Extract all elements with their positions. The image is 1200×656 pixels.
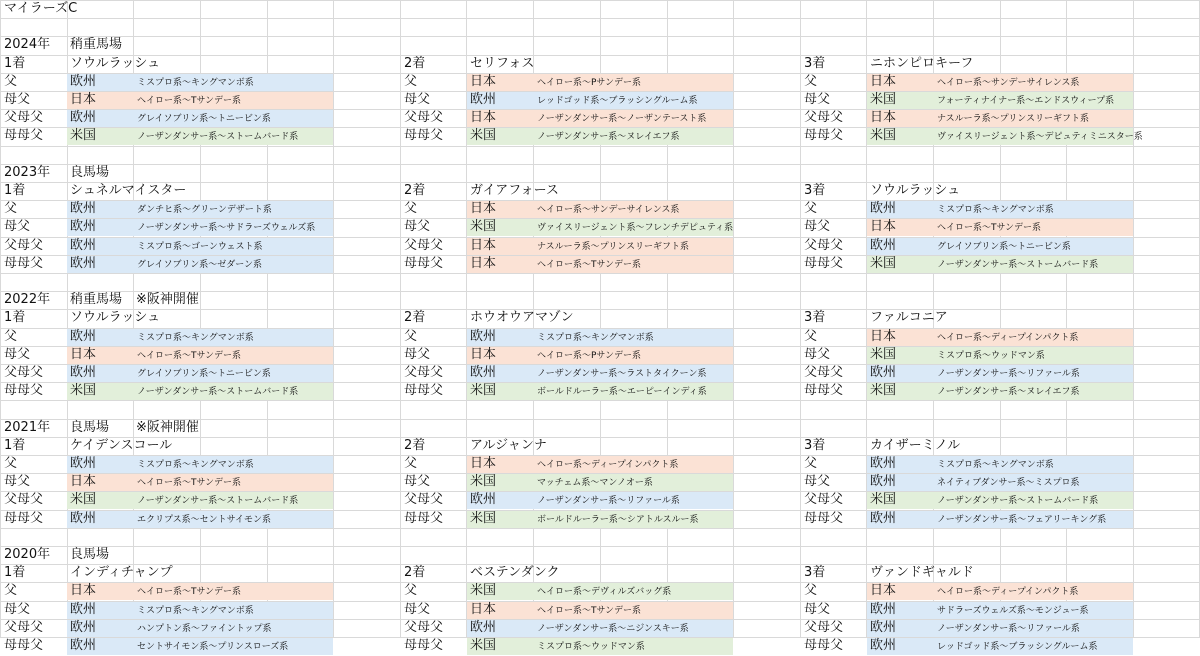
region-cell[interactable]: 欧州 bbox=[470, 492, 497, 508]
region-cell[interactable]: 米国 bbox=[70, 383, 97, 399]
pedigree-relation-cell[interactable]: 母母父 bbox=[4, 638, 44, 653]
region-cell[interactable]: 日本 bbox=[470, 601, 497, 617]
pedigree-relation-cell[interactable]: 母父 bbox=[4, 601, 31, 617]
sire-line-cell[interactable]: ノーザンダンサー系～ニジンスキー系 bbox=[537, 623, 689, 634]
pedigree-relation-cell[interactable]: 父 bbox=[804, 583, 818, 599]
pedigree-relation-cell[interactable]: 父 bbox=[4, 456, 18, 471]
pedigree-relation-cell[interactable]: 母母父 bbox=[4, 255, 44, 271]
pedigree-relation-cell[interactable]: 父 bbox=[404, 328, 418, 344]
region-cell[interactable]: 日本 bbox=[470, 346, 497, 362]
region-cell[interactable]: 欧州 bbox=[470, 92, 497, 107]
pedigree-relation-cell[interactable]: 父 bbox=[804, 201, 818, 217]
grid-row-line bbox=[0, 437, 1200, 438]
track-condition-cell[interactable]: 稍重馬場 bbox=[70, 292, 123, 308]
grid-row-line bbox=[0, 36, 1200, 37]
sire-line-cell[interactable]: ヘイロー系～ディープインパクト系 bbox=[937, 587, 1079, 598]
sire-line-cell[interactable]: ヘイロー系～Tサンデー系 bbox=[537, 605, 642, 616]
sire-line-cell[interactable]: ヴァイスリージェント系～フレンチデピュティ系 bbox=[537, 223, 734, 234]
finish-rank-cell[interactable]: 1着 bbox=[4, 310, 26, 326]
pedigree-relation-cell[interactable]: 母母父 bbox=[804, 255, 844, 271]
pedigree-relation-cell[interactable]: 母父 bbox=[804, 92, 831, 107]
region-cell[interactable]: 欧州 bbox=[70, 619, 97, 635]
sire-line-cell[interactable]: ノーザンダンサー系～リファール系 bbox=[937, 623, 1080, 634]
pedigree-relation-cell[interactable]: 母父 bbox=[4, 219, 31, 235]
sire-line-cell[interactable]: ヘイロー系～Tサンデー系 bbox=[137, 96, 242, 106]
pedigree-relation-cell[interactable]: 父母父 bbox=[404, 237, 444, 253]
sire-line-cell[interactable]: ノーザンダンサー系～ヌレイエフ系 bbox=[537, 132, 680, 143]
finish-rank-cell[interactable]: 1着 bbox=[4, 565, 26, 581]
pedigree-relation-cell[interactable]: 母母父 bbox=[4, 510, 44, 526]
horse-name-cell[interactable]: シュネルマイスター bbox=[70, 183, 187, 198]
region-cell[interactable]: 日本 bbox=[470, 73, 497, 89]
sire-line-cell[interactable]: ノーザンダンサー系～ストームバード系 bbox=[137, 496, 299, 507]
region-cell[interactable]: 日本 bbox=[70, 583, 97, 599]
region-cell[interactable]: 米国 bbox=[470, 219, 497, 235]
region-cell[interactable]: 日本 bbox=[70, 92, 97, 107]
finish-rank-cell[interactable]: 2着 bbox=[404, 565, 426, 581]
sire-line-cell[interactable]: レッドゴッド系～ブラッシングルーム系 bbox=[937, 642, 1098, 652]
pedigree-relation-cell[interactable]: 父 bbox=[4, 73, 18, 89]
sire-line-cell[interactable]: ボールドルーラー系～エーピーインディ系 bbox=[537, 387, 707, 398]
sire-line-cell[interactable]: ヴァイスリージェント系～デピュティミニスター系 bbox=[937, 132, 1143, 143]
sire-line-cell[interactable]: マッチェム系～マンノオー系 bbox=[537, 478, 653, 489]
pedigree-relation-cell[interactable]: 母父 bbox=[804, 601, 831, 617]
sire-line-cell[interactable]: ナスルーラ系～プリンスリーギフト系 bbox=[937, 114, 1090, 125]
region-cell[interactable]: 欧州 bbox=[70, 237, 97, 253]
region-cell[interactable]: 欧州 bbox=[70, 255, 97, 271]
horse-name-cell[interactable]: ニホンピロキーフ bbox=[870, 55, 974, 71]
region-cell[interactable]: 欧州 bbox=[870, 201, 897, 217]
pedigree-relation-cell[interactable]: 父母父 bbox=[4, 365, 44, 380]
region-cell[interactable]: 日本 bbox=[870, 73, 897, 89]
region-cell[interactable]: 欧州 bbox=[70, 601, 97, 617]
sire-line-cell[interactable]: ミスプロ系～キングマンボ系 bbox=[137, 77, 254, 88]
pedigree-relation-cell[interactable]: 父 bbox=[804, 328, 818, 344]
sire-line-cell[interactable]: ミスプロ系～ウッドマン系 bbox=[537, 642, 645, 652]
sire-line-cell[interactable]: エクリプス系～セントサイモン系 bbox=[137, 514, 272, 525]
pedigree-relation-cell[interactable]: 母母父 bbox=[4, 383, 44, 399]
region-cell[interactable]: 日本 bbox=[470, 456, 497, 471]
track-condition-cell[interactable]: 良馬場 bbox=[70, 547, 110, 562]
region-cell[interactable]: 欧州 bbox=[70, 328, 97, 344]
pedigree-relation-cell[interactable]: 父母父 bbox=[4, 619, 44, 635]
region-cell[interactable]: 米国 bbox=[470, 638, 497, 653]
sire-line-cell[interactable]: ネイティブダンサー系～ミスプロ系 bbox=[937, 478, 1080, 489]
region-cell[interactable]: 米国 bbox=[70, 492, 97, 508]
finish-rank-cell[interactable]: 3着 bbox=[804, 310, 826, 326]
region-cell[interactable]: 欧州 bbox=[70, 110, 97, 126]
grid-row-line bbox=[0, 55, 1200, 56]
region-cell[interactable]: 日本 bbox=[70, 474, 97, 490]
grid-row-line bbox=[0, 546, 1200, 547]
horse-name-cell[interactable]: セリフォス bbox=[470, 55, 535, 71]
sire-line-cell[interactable]: ハンプトン系～ファイントップ系 bbox=[137, 623, 272, 634]
sire-line-cell[interactable]: ミスプロ系～キングマンボ系 bbox=[937, 205, 1054, 216]
pedigree-relation-cell[interactable]: 母父 bbox=[404, 346, 431, 362]
sire-line-cell[interactable]: ヘイロー系～サンデーサイレンス系 bbox=[537, 205, 680, 216]
region-cell[interactable]: 欧州 bbox=[470, 619, 497, 635]
pedigree-relation-cell[interactable]: 父母父 bbox=[404, 365, 444, 380]
pedigree-relation-cell[interactable]: 父母父 bbox=[804, 619, 844, 635]
pedigree-relation-cell[interactable]: 母父 bbox=[804, 346, 831, 362]
region-cell[interactable]: 米国 bbox=[470, 510, 497, 526]
pedigree-relation-cell[interactable]: 父母父 bbox=[404, 110, 444, 126]
grid-row-line bbox=[0, 309, 1200, 310]
pedigree-relation-cell[interactable]: 母母父 bbox=[804, 383, 844, 399]
region-cell[interactable]: 米国 bbox=[470, 583, 497, 599]
year-cell[interactable]: 2024年 bbox=[4, 37, 51, 53]
region-cell[interactable]: 日本 bbox=[470, 237, 497, 253]
pedigree-relation-cell[interactable]: 母母父 bbox=[404, 255, 444, 271]
venue-note-cell[interactable]: ※阪神開催 bbox=[136, 419, 199, 435]
region-cell[interactable]: 米国 bbox=[870, 255, 897, 271]
year-cell[interactable]: 2020年 bbox=[4, 547, 51, 562]
horse-name-cell[interactable]: ベステンダンク bbox=[470, 565, 560, 581]
pedigree-relation-cell[interactable]: 父母父 bbox=[4, 492, 44, 508]
sire-line-cell[interactable]: ミスプロ系～キングマンボ系 bbox=[537, 332, 654, 343]
pedigree-relation-cell[interactable]: 母母父 bbox=[404, 638, 444, 653]
track-condition-cell[interactable]: 良馬場 bbox=[70, 164, 110, 180]
finish-rank-cell[interactable]: 2着 bbox=[404, 437, 426, 453]
pedigree-relation-cell[interactable]: 父母父 bbox=[804, 237, 844, 253]
region-cell[interactable]: 欧州 bbox=[870, 474, 897, 490]
region-cell[interactable]: 欧州 bbox=[470, 365, 497, 380]
sire-line-cell[interactable]: ノーザンダンサー系～ストームバード系 bbox=[137, 132, 299, 143]
horse-name-cell[interactable]: ファルコニア bbox=[870, 310, 948, 326]
region-cell[interactable]: 日本 bbox=[70, 346, 97, 362]
sire-line-cell[interactable]: ヘイロー系～サンデーサイレンス系 bbox=[937, 77, 1080, 88]
sire-line-cell[interactable]: グレイソブリン系～トニービン系 bbox=[137, 114, 271, 125]
region-cell[interactable]: 日本 bbox=[470, 201, 497, 217]
sire-line-cell[interactable]: ヘイロー系～Tサンデー系 bbox=[137, 478, 242, 489]
sire-line-cell[interactable]: ノーザンダンサー系～サドラーズウェルズ系 bbox=[137, 223, 316, 234]
sire-line-cell[interactable]: グレイソブリン系～トニービン系 bbox=[937, 241, 1071, 252]
sire-line-cell[interactable]: ノーザンダンサー系～ストームバード系 bbox=[937, 496, 1099, 507]
region-cell[interactable]: 米国 bbox=[870, 128, 897, 144]
horse-name-cell[interactable]: ケイデンスコール bbox=[70, 437, 173, 453]
region-cell[interactable]: 欧州 bbox=[70, 365, 97, 380]
sire-line-cell[interactable]: ヘイロー系～ディープインパクト系 bbox=[937, 332, 1079, 343]
pedigree-relation-cell[interactable]: 母母父 bbox=[4, 128, 44, 144]
pedigree-relation-cell[interactable]: 母父 bbox=[404, 219, 431, 235]
sire-line-cell[interactable]: セントサイモン系～プリンスローズ系 bbox=[137, 642, 289, 652]
sire-line-cell[interactable]: ボールドルーラー系～シアトルスルー系 bbox=[537, 514, 699, 525]
pedigree-relation-cell[interactable]: 父母父 bbox=[4, 110, 44, 126]
sire-line-cell[interactable]: ミスプロ系～キングマンボ系 bbox=[137, 605, 254, 616]
sire-line-cell[interactable]: ヘイロー系～ディープインパクト系 bbox=[537, 460, 679, 470]
region-cell[interactable]: 米国 bbox=[870, 346, 897, 362]
sire-line-cell[interactable]: ヘイロー系～Tサンデー系 bbox=[537, 259, 642, 270]
region-cell[interactable]: 欧州 bbox=[870, 365, 897, 380]
track-condition-cell[interactable]: 良馬場 bbox=[70, 419, 110, 435]
region-cell[interactable]: 米国 bbox=[70, 128, 97, 144]
track-condition-cell[interactable]: 稍重馬場 bbox=[70, 37, 123, 53]
region-cell[interactable]: 米国 bbox=[470, 383, 497, 399]
sire-line-cell[interactable]: ミスプロ系～キングマンボ系 bbox=[937, 460, 1054, 470]
region-cell[interactable]: 欧州 bbox=[70, 73, 97, 89]
region-cell[interactable]: 欧州 bbox=[70, 510, 97, 526]
pedigree-relation-cell[interactable]: 父母父 bbox=[804, 365, 844, 380]
finish-rank-cell[interactable]: 3着 bbox=[804, 437, 826, 453]
pedigree-relation-cell[interactable]: 父 bbox=[804, 73, 818, 89]
pedigree-relation-cell[interactable]: 母父 bbox=[804, 474, 831, 490]
region-cell[interactable]: 欧州 bbox=[870, 601, 897, 617]
grid-row-line bbox=[0, 564, 1200, 565]
finish-rank-cell[interactable]: 1着 bbox=[4, 437, 26, 453]
region-cell[interactable]: 欧州 bbox=[70, 638, 97, 653]
horse-name-cell[interactable]: ホウオウアマゾン bbox=[470, 310, 574, 326]
region-cell[interactable]: 欧州 bbox=[70, 201, 97, 217]
sire-line-cell[interactable]: レッドゴッド系～ブラッシングルーム系 bbox=[537, 96, 698, 106]
finish-rank-cell[interactable]: 3着 bbox=[804, 55, 826, 71]
pedigree-relation-cell[interactable]: 母父 bbox=[4, 92, 31, 107]
sire-line-cell[interactable]: グレイソブリン系～ゼダーン系 bbox=[137, 259, 263, 270]
region-cell[interactable]: 欧州 bbox=[70, 456, 97, 471]
sire-line-cell[interactable]: ノーザンダンサー系～ヌレイエフ系 bbox=[937, 387, 1080, 398]
sire-line-cell[interactable]: ノーザンダンサー系～リファール系 bbox=[537, 496, 680, 507]
pedigree-relation-cell[interactable]: 母母父 bbox=[804, 510, 844, 526]
sire-line-cell[interactable]: ノーザンダンサー系～フェアリーキング系 bbox=[937, 514, 1107, 525]
finish-rank-cell[interactable]: 3着 bbox=[804, 565, 826, 581]
pedigree-relation-cell[interactable]: 父母父 bbox=[4, 237, 44, 253]
pedigree-relation-cell[interactable]: 父 bbox=[4, 201, 18, 217]
pedigree-relation-cell[interactable]: 父母父 bbox=[404, 492, 444, 508]
sire-line-cell[interactable]: ヘイロー系～Pサンデー系 bbox=[537, 77, 641, 88]
year-cell[interactable]: 2021年 bbox=[4, 419, 51, 435]
venue-note-cell[interactable]: ※阪神開催 bbox=[136, 292, 199, 308]
pedigree-relation-cell[interactable]: 母母父 bbox=[404, 510, 444, 526]
horse-name-cell[interactable]: ソウルラッシュ bbox=[870, 183, 961, 198]
horse-name-cell[interactable]: ガイアフォース bbox=[470, 183, 559, 198]
region-cell[interactable]: 日本 bbox=[870, 219, 897, 235]
finish-rank-cell[interactable]: 1着 bbox=[4, 55, 26, 71]
region-cell[interactable]: 欧州 bbox=[70, 219, 97, 235]
sire-line-cell[interactable]: ヘイロー系～Pサンデー系 bbox=[537, 350, 641, 361]
pedigree-relation-cell[interactable]: 母父 bbox=[4, 474, 31, 490]
sire-line-cell[interactable]: ヘイロー系～デヴィルズバッグ系 bbox=[537, 587, 672, 598]
pedigree-relation-cell[interactable]: 母母父 bbox=[804, 128, 844, 144]
pedigree-relation-cell[interactable]: 父 bbox=[4, 583, 18, 599]
grid-column-line bbox=[733, 0, 734, 637]
horse-name-cell[interactable]: インディチャンプ bbox=[70, 565, 173, 581]
region-cell[interactable]: 米国 bbox=[470, 128, 497, 144]
region-cell[interactable]: 日本 bbox=[470, 110, 497, 126]
finish-rank-cell[interactable]: 3着 bbox=[804, 183, 826, 198]
region-cell[interactable]: 日本 bbox=[470, 255, 497, 271]
region-cell[interactable]: 米国 bbox=[870, 92, 897, 107]
pedigree-relation-cell[interactable]: 母父 bbox=[404, 601, 431, 617]
pedigree-relation-cell[interactable]: 父 bbox=[4, 328, 18, 344]
finish-rank-cell[interactable]: 2着 bbox=[404, 55, 426, 71]
sire-line-cell[interactable]: ノーザンダンサー系～ノーザンテースト系 bbox=[537, 114, 707, 125]
region-cell[interactable]: 日本 bbox=[870, 583, 897, 599]
horse-name-cell[interactable]: ソウルラッシュ bbox=[70, 55, 161, 71]
sire-line-cell[interactable]: ノーザンダンサー系～ストームバード系 bbox=[937, 259, 1099, 270]
year-cell[interactable]: 2023年 bbox=[4, 164, 51, 180]
finish-rank-cell[interactable]: 1着 bbox=[4, 183, 26, 198]
sire-line-cell[interactable]: サドラーズウェルズ系～モンジュー系 bbox=[937, 605, 1089, 616]
pedigree-relation-cell[interactable]: 父 bbox=[404, 583, 418, 599]
sire-line-cell[interactable]: ダンチヒ系～グリーンデザート系 bbox=[137, 205, 272, 216]
horse-name-cell[interactable]: ヴァンドギャルド bbox=[870, 565, 974, 581]
pedigree-relation-cell[interactable]: 父 bbox=[404, 456, 418, 471]
region-cell[interactable]: 欧州 bbox=[870, 456, 897, 471]
pedigree-relation-cell[interactable]: 母母父 bbox=[404, 128, 444, 144]
horse-name-cell[interactable]: ソウルラッシュ bbox=[70, 310, 161, 326]
pedigree-relation-cell[interactable]: 母母父 bbox=[404, 383, 444, 399]
grid-row-line bbox=[0, 164, 1200, 165]
sire-line-cell[interactable]: ミスプロ系～キングマンボ系 bbox=[137, 460, 254, 470]
sire-line-cell[interactable]: ミスプロ系～ゴーンウェスト系 bbox=[137, 241, 263, 252]
sheet-title[interactable]: マイラーズC bbox=[4, 1, 78, 16]
grid-column-line bbox=[0, 0, 1, 637]
grid-row-line bbox=[0, 18, 1200, 19]
year-cell[interactable]: 2022年 bbox=[4, 292, 51, 308]
pedigree-relation-cell[interactable]: 父母父 bbox=[804, 492, 844, 508]
grid-column-line bbox=[400, 0, 401, 637]
sire-line-cell[interactable]: ノーザンダンサー系～ラストタイクーン系 bbox=[537, 369, 707, 379]
sire-line-cell[interactable]: ヘイロー系～Tサンデー系 bbox=[137, 587, 242, 598]
region-cell[interactable]: 米国 bbox=[870, 492, 897, 508]
sire-line-cell[interactable]: ミスプロ系～キングマンボ系 bbox=[137, 332, 254, 343]
sire-line-cell[interactable]: ナスルーラ系～プリンスリーギフト系 bbox=[537, 241, 690, 252]
pedigree-relation-cell[interactable]: 父母父 bbox=[804, 110, 844, 126]
pedigree-relation-cell[interactable]: 母父 bbox=[4, 346, 31, 362]
pedigree-relation-cell[interactable]: 父母父 bbox=[404, 619, 444, 635]
sire-line-cell[interactable]: ノーザンダンサー系～ストームバード系 bbox=[137, 387, 299, 398]
region-cell[interactable]: 欧州 bbox=[870, 237, 897, 253]
region-cell[interactable]: 日本 bbox=[870, 110, 897, 126]
finish-rank-cell[interactable]: 2着 bbox=[404, 183, 426, 198]
region-cell[interactable]: 欧州 bbox=[870, 619, 897, 635]
pedigree-relation-cell[interactable]: 父 bbox=[404, 73, 418, 89]
region-cell[interactable]: 米国 bbox=[470, 474, 497, 490]
sire-line-cell[interactable]: ヘイロー系～Tサンデー系 bbox=[137, 350, 242, 361]
region-cell[interactable]: 欧州 bbox=[870, 510, 897, 526]
pedigree-relation-cell[interactable]: 母父 bbox=[404, 92, 431, 107]
pedigree-relation-cell[interactable]: 母父 bbox=[804, 219, 831, 235]
region-cell[interactable]: 欧州 bbox=[470, 328, 497, 344]
sire-line-cell[interactable]: ヘイロー系～Tサンデー系 bbox=[937, 223, 1042, 234]
finish-rank-cell[interactable]: 2着 bbox=[404, 310, 426, 326]
grid-column-line bbox=[333, 0, 334, 637]
pedigree-relation-cell[interactable]: 母母父 bbox=[804, 638, 844, 653]
sire-line-cell[interactable]: ノーザンダンサー系～リファール系 bbox=[937, 369, 1080, 379]
pedigree-relation-cell[interactable]: 父 bbox=[404, 201, 418, 217]
region-cell[interactable]: 欧州 bbox=[870, 638, 897, 653]
region-cell[interactable]: 米国 bbox=[870, 383, 897, 399]
pedigree-relation-cell[interactable]: 母父 bbox=[404, 474, 431, 490]
region-cell[interactable]: 日本 bbox=[870, 328, 897, 344]
sire-line-cell[interactable]: グレイソブリン系～トニービン系 bbox=[137, 369, 271, 379]
sire-line-cell[interactable]: ミスプロ系～ウッドマン系 bbox=[937, 350, 1045, 361]
grid-row-line bbox=[0, 0, 1200, 1]
grid-column-line bbox=[800, 0, 801, 637]
horse-name-cell[interactable]: カイザーミノル bbox=[870, 437, 961, 453]
pedigree-relation-cell[interactable]: 父 bbox=[804, 456, 818, 471]
grid-column-line bbox=[1133, 0, 1134, 637]
sire-line-cell[interactable]: フォーティナイナー系～エンドスウィープ系 bbox=[937, 96, 1115, 106]
horse-name-cell[interactable]: アルジャンナ bbox=[470, 437, 547, 453]
